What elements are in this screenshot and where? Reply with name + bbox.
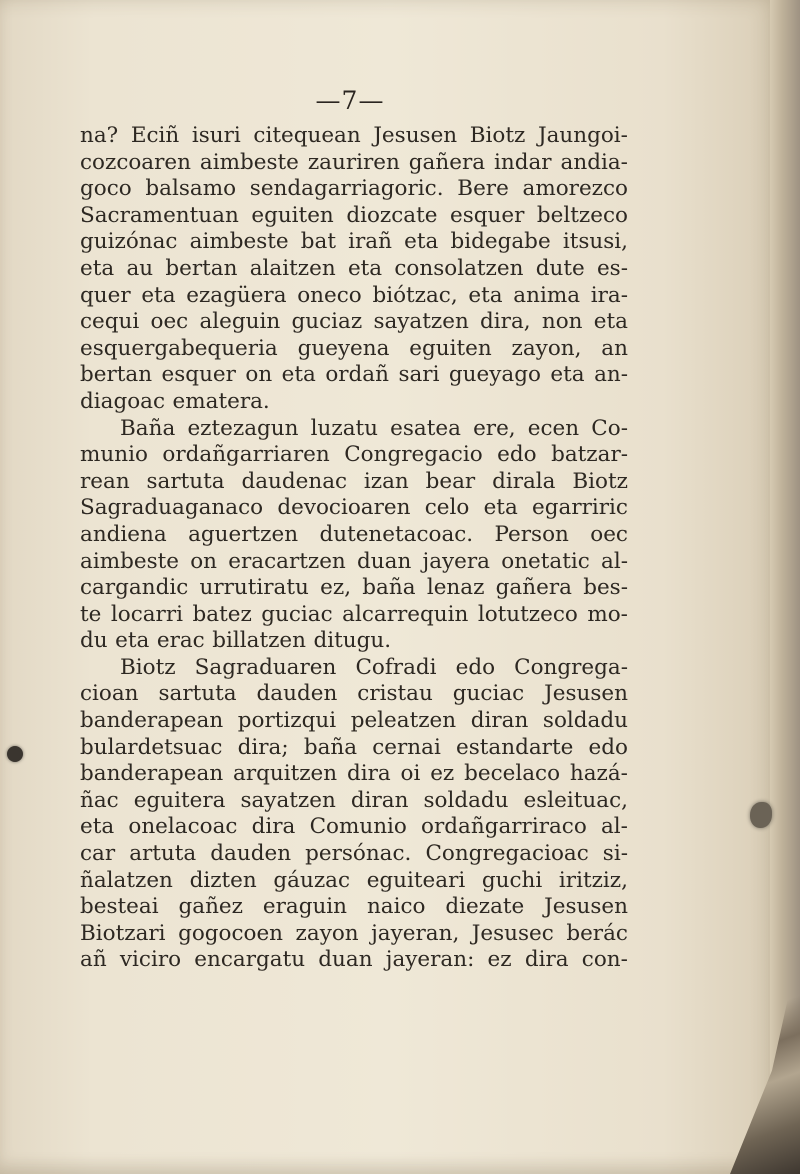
text-line: cozcoaren aimbeste zauriren gañera indar andia- [80, 149, 628, 175]
body-text [80, 123, 628, 974]
text-line: banderapean portizqui peleatzen diran soldadu [80, 708, 628, 734]
text-line: na? Eciñ isuri citequean Jesusen Biotz Jaungoi- [80, 123, 628, 148]
text-line: bulardetsuac dira; baña cernai estandarte edo [80, 734, 628, 760]
text-line: guizónac aimbeste bat irañ eta bidegabe itsusi, [80, 229, 628, 255]
text-line: cequi oec aleguin guciaz sayatzen dira, non eta [80, 309, 628, 335]
text-line: eta au bertan alaitzen eta consolatzen dute es- [80, 255, 628, 281]
text-line: cargandic urrutiratu ez, baña lenaz gañera bes- [80, 575, 628, 601]
text-line: aimbeste on eracartzen duan jayera onetatic al- [80, 548, 628, 574]
text-line: Baña eztezagun luzatu esatea ere, ecen Co- [120, 415, 628, 441]
text-line: cioan sartuta dauden cristau guciac Jesusen [80, 681, 628, 707]
text-line: te locarri batez guciac alcarrequin lotutzeco mo- [80, 601, 628, 627]
binding-hole-right [750, 802, 772, 828]
page-number: —7— [315, 86, 385, 115]
text-line: esquergabequeria gueyena eguiten zayon, an [80, 335, 628, 361]
text-line: banderapean arquitzen dira oi ez becelaco hazá- [80, 761, 628, 787]
text-line: rean sartuta daudenac izan bear dirala Biotz [80, 468, 628, 494]
text-line: Biotzari gogocoen zayon jayeran, Jesusec berác [80, 920, 628, 946]
text-line: ñalatzen dizten gáuzac eguiteari guchi iritziz, [80, 867, 628, 893]
text-line: besteai gañez eraguin naico diezate Jesusen [80, 894, 628, 920]
text-line: du eta erac billatzen ditugu. [80, 628, 392, 654]
text-line: ñac eguitera sayatzen diran soldadu esleituac, [80, 787, 628, 813]
text-line: diagoac ematera. [80, 388, 270, 414]
binding-hole-left [7, 746, 23, 762]
text-line: Sacramentuan eguiten diozcate esquer beltzeco [80, 202, 628, 228]
text-line: goco balsamo sendagarriagoric. Bere amorezco [80, 176, 628, 202]
text-line: munio ordañgarriaren Congregacio edo batzar- [80, 442, 628, 468]
text-line: andiena aguertzen dutenetacoac. Person oec [80, 521, 628, 547]
text-line: Biotz Sagraduaren Cofradi edo Congrega- [120, 654, 628, 680]
text-line: quer eta ezagüera oneco biótzac, eta anima ira- [80, 282, 628, 308]
text-line: car artuta dauden persónac. Congregacioac si- [80, 841, 628, 867]
text-line: bertan esquer on eta ordañ sari gueyago eta an- [80, 362, 628, 388]
text-line: añ viciro encargatu duan jayeran: ez dira con- [80, 947, 628, 973]
text-line: eta onelacoac dira Comunio ordañgarriraco al- [80, 814, 628, 840]
text-line: Sagraduaganaco devocioaren celo eta egarriric [80, 495, 628, 521]
